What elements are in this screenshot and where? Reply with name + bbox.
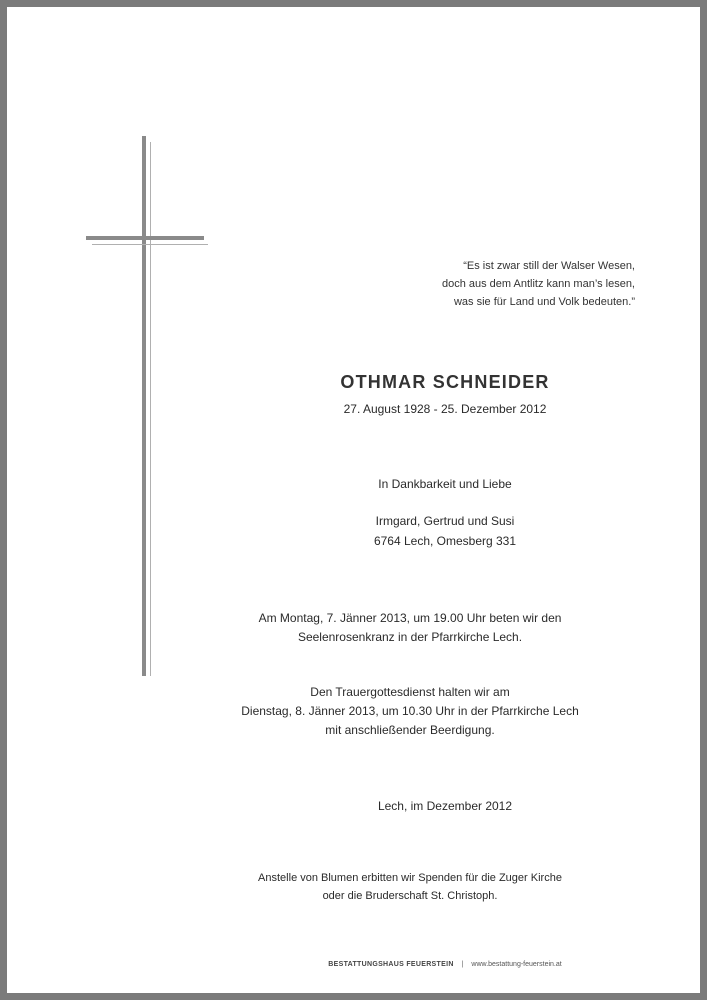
life-dates: 27. August 1928 - 25. Dezember 2012 <box>343 402 547 416</box>
quote-line-3: was sie für Land und Volk bedeuten.” <box>453 296 635 308</box>
deceased-name: OTHMAR SCHNEIDER <box>340 372 550 392</box>
funeral-line-1: Den Trauergottesdienst halten wir am <box>310 685 510 699</box>
rosary-line-2: Seelenrosenkranz in der Pfarrkirche Lech. <box>297 630 523 644</box>
donation-line-1: Anstelle von Blumen erbitten wir Spenden für die Zuger Kirche <box>258 872 562 884</box>
place-date: Lech, im Dezember 2012 <box>377 799 513 813</box>
quote-line-1: “Es ist zwar still der Walser Wesen, <box>463 260 635 272</box>
funeral-line-2: Dienstag, 8. Jänner 2013, um 10.30 Uhr in der Pfarrkirche Lech <box>241 704 579 718</box>
quote-line-2: doch aus dem Antlitz kann man’s lesen, <box>441 278 635 290</box>
footer-separator: | <box>461 961 464 968</box>
cross-icon <box>80 136 210 676</box>
rosary-line-1: Am Montag, 7. Jänner 2013, um 19.00 Uhr beten wir den <box>258 611 562 625</box>
mourners-intro: In Dankbarkeit und Liebe <box>378 477 512 491</box>
mourners-address: 6764 Lech, Omesberg 331 <box>373 534 517 548</box>
footer <box>200 961 690 968</box>
donation-line-2: oder die Bruderschaft St. Christoph. <box>322 890 498 902</box>
funeral-home-name: BESTATTUNGSHAUS FEUERSTEIN <box>328 961 454 968</box>
mourners-names: Irmgard, Gertrud und Susi <box>375 514 515 528</box>
funeral-line-3: mit anschließender Beerdigung. <box>325 723 495 737</box>
motto-quote <box>442 257 635 311</box>
funeral-home-website[interactable]: www.bestattung-feuerstein.at <box>471 961 562 968</box>
